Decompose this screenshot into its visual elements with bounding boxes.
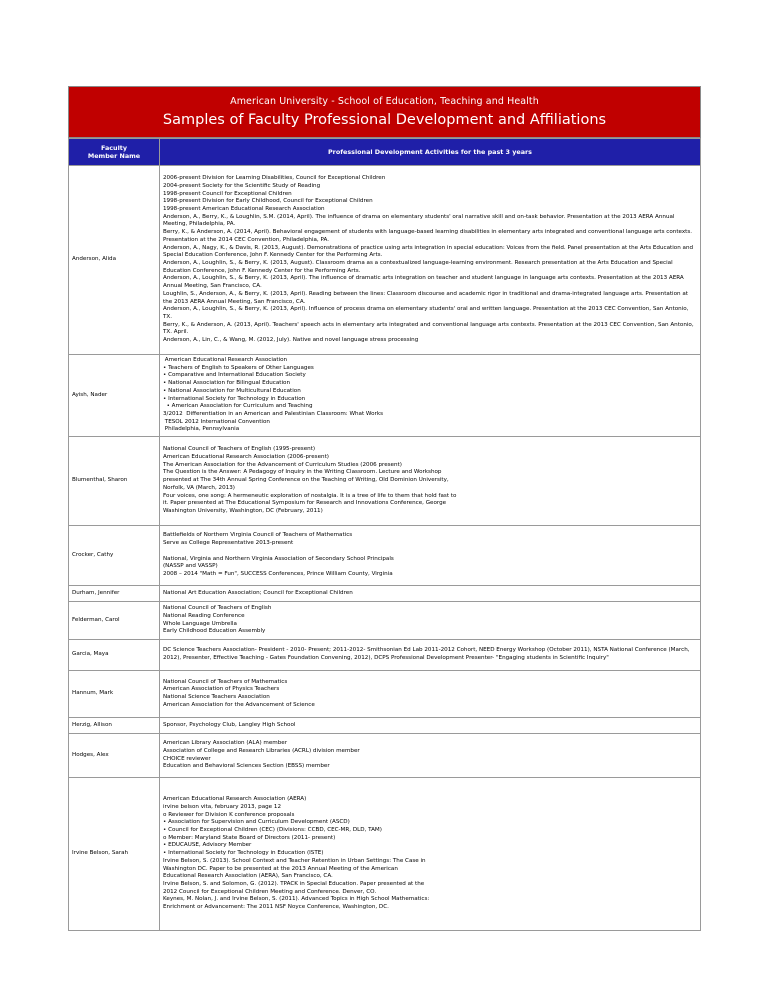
activity-line: American Educational Research Association (AERA) [163,796,307,803]
report-title: Samples of Faculty Professional Development and Affiliations [162,112,607,128]
activity-line: 3/2012 Differentiation in an American and Palestinian Classroom: What Works [163,410,384,417]
activity-line: American Association of Physics Teachers [163,686,280,693]
activity-line: • EDUCAUSE, Advisory Member [163,842,252,849]
title-banner [68,86,701,138]
activity-line: o Member: Maryland State Board of Directors (2011- present) [163,834,336,841]
activities-cell [160,778,701,931]
activity-line: 2008 – 2014 "Math = Fun", SUCCESS Conferences, Prince William County, Virginia [163,570,393,577]
activity-line: Irvine Belson, S. and Solomon, G. (2012). TPACK in Special Education. Paper presented at the [163,881,425,888]
activity-line: Anderson, A., Lin, C., & Wang, M. (2012, July). Native and novel language stress processing [163,337,419,344]
activities-cell [160,671,701,718]
activity-line: Association of College and Research Libraries (ACRL) division member [163,747,360,754]
activity-line: (NASSP and VASSP) [163,563,218,570]
activity-line: CHOICE reviewer [163,755,211,762]
table-row [69,671,701,718]
activity-line: Battlefields of Northern Virginia Council of Teachers of Mathematics [163,532,353,539]
table-row [69,734,701,778]
activity-line: National Science Teachers Association [163,694,270,700]
faculty-name: Felderman, Carol [69,602,160,640]
faculty-name: Hodges, Alex [69,734,160,778]
activity-line: o Reviewer for Division K conference proposals [163,811,295,818]
table-row [69,437,701,526]
activity-line: The American Association for the Advancement of Curriculum Studies (2006 present) [163,461,402,468]
activity-line: • National Association for Bilingual Education [163,380,291,387]
activity-line: it. Paper presented at The Educational Symposium for Research and Innovations Conference, George [163,500,447,507]
activity-line: • International Society for Technology in Education [163,395,306,402]
activity-line: Berry, K., & Anderson, A. (2014, April). Behavioral engagement of students with language-based learning disabilities in elementary arts integrated and conventional language arts contexts. Presentation at the 2014 CEC Convention, Philadelphia, PA. [163,229,694,243]
activity-line: Washington DC. Paper to be presented at the 2013 Annual Meeting of the American [163,865,398,872]
activity-line: Serve as College Representative 2013-present [163,540,294,547]
activity-line: TESOL 2012 International Convention [163,418,270,425]
activity-line: Early Childhood Education Assembly [163,628,266,635]
activity-line: National, Virginia and Northern Virginia Association of Secondary School Principals [163,555,394,562]
column-header-activities: Professional Development Activities for the past 3 years [160,139,701,166]
faculty-table [68,138,701,931]
activity-line: National Council of Teachers of English (1995-present) [163,446,316,453]
activity-line: 2006-present Division for Learning Disabilities, Council for Exceptional Children [163,175,386,182]
activity-line: Philadelphia, Pennsylvania [163,426,240,433]
table-row [69,586,701,602]
activity-line: National Council of Teachers of Mathematics [163,678,288,685]
faculty-name: Crocker, Cathy [69,526,160,586]
activity-line: Washington University, Washington, DC (February, 2011) [163,508,323,515]
activity-line: 2004-present Society for the Scientific Study of Reading [163,182,321,189]
activity-line: • National Association for Multicultural Education [163,387,301,394]
activities-cell [160,166,701,355]
activity-line: Enrichment or Advancement: The 2011 NSF Noyce Conference, Washington, DC. [163,904,389,911]
activity-line: Anderson, A., Nagy, K., & Davis, R. (2013, August). Demonstrations of practice using arts integration in special education: Voices from the field. Panel presentation at the Arts Education and Special Education Conference, John F. Kennedy Center for the Performing Arts. [163,244,695,259]
activity-line: 1998-present American Educational Research Association [163,205,325,212]
activity-line: 2012 Council for Exceptional Children Meeting and Conference. Denver, CO. [163,888,377,895]
activity-line: Whole Language Umbrella [163,620,237,627]
column-header-name-l1: Faculty [100,144,128,152]
faculty-name: Anderson, Alida [69,166,160,355]
activities-cell [160,734,701,778]
faculty-name: Blumenthal, Sharon [69,437,160,526]
activity-line: Irvine Belson, S. (2013). School Context and Teacher Retention in Urban Settings: The Case in [163,857,426,864]
activity-line: National Council of Teachers of English [163,605,272,612]
activities-cell [160,586,701,602]
activity-line: Berry, K., & Anderson, A. (2013, April). Teachers' speech acts in elementary arts integrated and conventional language arts contexts. Presentation at the 2013 CEC Convention, San Antonio, TX. April. [163,321,696,336]
activity-line: American Association for the Advancement of Science [163,701,315,708]
activity-line [163,548,697,556]
table-row [69,640,701,671]
school-title: American University - School of Education, Teaching and Health [230,96,539,107]
table-row [69,718,701,734]
faculty-sheet [68,86,701,931]
faculty-name: Durham, Jennifer [69,586,160,602]
activities-cell [160,640,701,671]
activity-line: National Reading Conference [163,612,245,619]
activity-line: • Association for Supervision and Curriculum Development (ASCD) [163,819,350,826]
faculty-name: Garcia, Maya [69,640,160,671]
activity-line: Education and Behavioral Sciences Section (EBSS) member [163,763,330,770]
activities-cell [160,437,701,526]
activity-line: Anderson, A., Loughlin, S., & Berry, K. (2013, April). The influence of dramatic arts integration on teacher and student language in language arts contexts. Presentation at the 2013 AERA Annual Meeting, San Francisco, CA. [163,275,686,290]
activity-line: American Educational Research Association [163,356,288,363]
activity-line: Keynes, M. Nolan, J. and Irvine Belson, S. (2011). Advanced Topics in High School Mathematics: [163,896,430,903]
activities-cell [160,718,701,734]
activity-line: • Council for Exceptional Children (CEC) (Divisions: CCBD, CEC-MR, DLD, TAM) [163,826,382,833]
faculty-name: Herzig, Allison [69,718,160,734]
activity-line: Anderson, A., Loughlin, S., & Berry, K. (2013, August). Classroom drama as a contextualized language-learning environment. Research presentation at the Arts Education and Special Education Conference, John F. Kennedy Center for the Performing Arts. [163,260,675,274]
column-header-name [69,139,160,166]
activity-line: • International Society for Technology in Education (ISTE) [163,850,324,857]
activity-line: Anderson, A., Loughlin, S., & Berry, K. (2013, April). Influence of process drama on elementary students' oral and written language. Presentation at the 2013 CEC Convention, San Antonio, TX. [163,306,691,321]
table-row [69,355,701,437]
activity-line: Anderson, A., Berry, K., & Loughlin, S.M. (2014, April). The influence of drama on elementary students' oral narrative skill and on-task behavior. Presentation at the 2013 AERA Annual Meeting, Philadelphia, PA. [163,213,677,228]
activities-cell [160,602,701,640]
header-row [69,139,701,166]
activity-line: • Comparative and International Education Society [163,372,306,379]
column-header-name-l2: Member Name [87,152,141,160]
faculty-name: Ayish, Nader [69,355,160,437]
faculty-name: Irvine Belson, Sarah [69,778,160,931]
activity-line: American Library Association (ALA) member [163,740,288,747]
activity-line: Loughlin, S., Anderson, A., & Berry, K. (2013, April). Reading between the lines: Classroom discourse and academic rigor in traditional and drama-integrated language arts. Presentation at the 2013 AERA Annual Meeting, San Francisco, CA. [163,290,690,305]
activity-line: Sponsor, Psychology Club, Langley High School [163,721,296,728]
activity-line: irvine belson vita, february 2013, page 12 [163,803,282,810]
table-row [69,778,701,931]
activity-line: • Teachers of English to Speakers of Other Languages [163,364,314,371]
activity-line: presented at The 34th Annual Spring Conference on the Teaching of Writing, Old Dominion University, [163,477,449,484]
table-row [69,602,701,640]
activity-line: Educational Research Association (AERA), San Francisco, CA. [163,873,333,880]
activity-line: American Educational Research Association (2006-present) [163,453,329,460]
activities-cell [160,355,701,437]
activities-cell [160,526,701,586]
activity-line: The Question is the Answer: A Pedagogy of Inquiry in the Writing Classroom. Lecture and Workshop [163,469,442,476]
activity-line: DC Science Teachers Association- President - 2010- Present; 2011-2012- Smithsonian Ed Lab 2011-2012 Cohort, NEED Energy Workshop (October 2011), NSTA National Conference (March, 2012), Presenter, Effective Teaching - Gates Foundation Convening, 2012), DCPS Professional Development Presenter- "Engaging students in Scientific Inquiry" [163,647,692,661]
activity-line: Norfolk, VA (March, 2013) [163,484,235,491]
activity-line: 1998-present Council for Exceptional Children [163,190,292,197]
table-row [69,166,701,355]
activity-line: National Art Education Association; Council for Exceptional Children [163,589,353,596]
table-row [69,526,701,586]
activity-line: 1998-present Division for Early Childhood, Council for Exceptional Children [163,198,373,205]
activity-line: Four voices, one song: A hermeneutic exploration of nostalgia. It is a tree of life to them that hold fast to [163,492,457,499]
faculty-name: Hannum, Mark [69,671,160,718]
activity-line: • American Association for Curriculum and Teaching [163,403,313,410]
